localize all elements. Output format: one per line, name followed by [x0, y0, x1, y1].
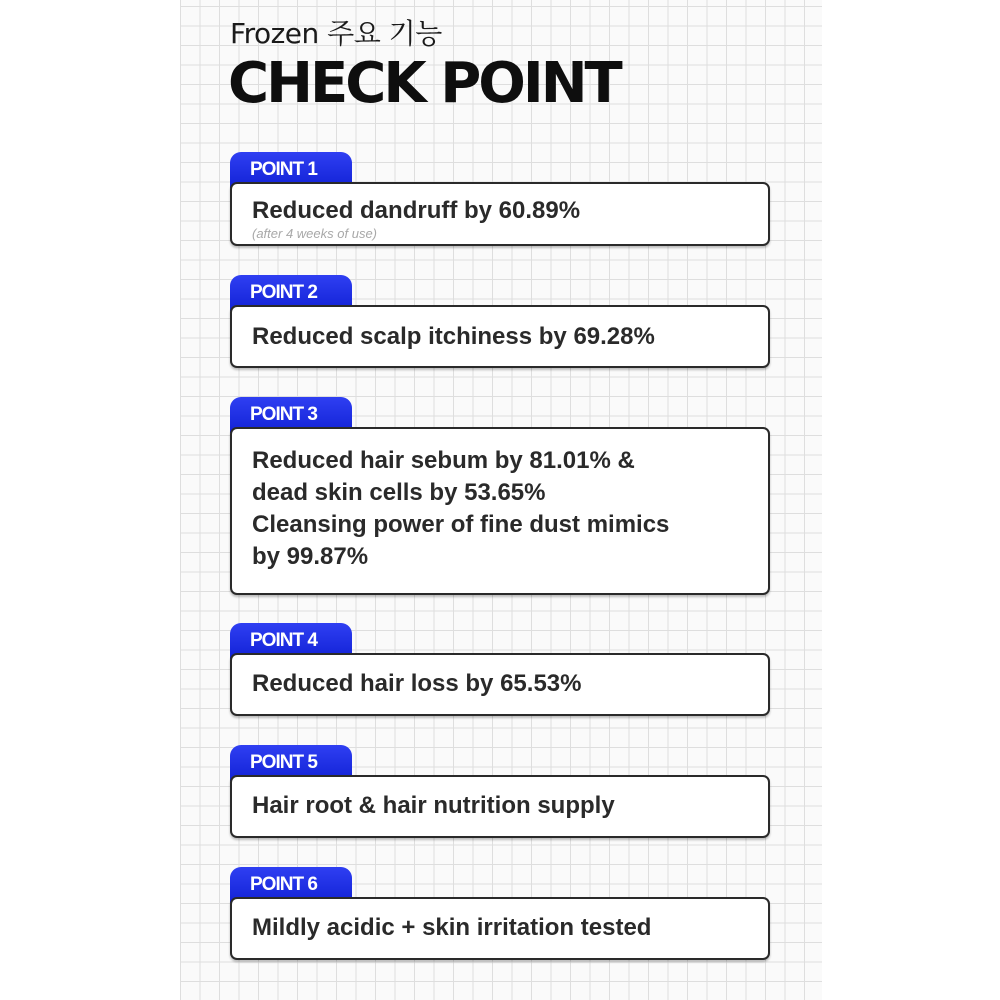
point-2-text: Reduced scalp itchiness by 69.28% [252, 323, 655, 350]
point-6-card [230, 897, 770, 960]
point-5-card [230, 775, 770, 838]
point-2-tab: POINT 2 [230, 275, 352, 311]
point-3-line-3: Cleansing power of fine dust mimics [252, 511, 670, 538]
point-6-tab: POINT 6 [230, 867, 352, 903]
point-3-tab: POINT 3 [230, 397, 352, 433]
page-title: CHECK POINT [228, 51, 620, 116]
point-1-text: Reduced dandruff by 60.89% [252, 197, 581, 224]
point-1-tab: POINT 1 [230, 152, 352, 188]
point-4-tab: POINT 4 [230, 623, 352, 659]
point-3-card [230, 427, 770, 595]
point-5-text: Hair root & hair nutrition supply [252, 792, 615, 819]
point-5-tab: POINT 5 [230, 745, 352, 781]
point-3-line-1: Reduced hair sebum by 81.01% & [252, 447, 635, 474]
point-6-text: Mildly acidic + skin irritation tested [252, 914, 652, 941]
point-3-line-4: by 99.87% [252, 543, 369, 570]
point-3-line-2: dead skin cells by 53.65% [252, 479, 546, 506]
point-1-note: (after 4 weeks of use) [252, 226, 377, 241]
point-1-card [230, 182, 770, 246]
point-2-card [230, 305, 770, 368]
subtitle: Frozen 주요 기능 [230, 17, 442, 50]
point-4-text: Reduced hair loss by 65.53% [252, 670, 582, 697]
point-4-card [230, 653, 770, 716]
